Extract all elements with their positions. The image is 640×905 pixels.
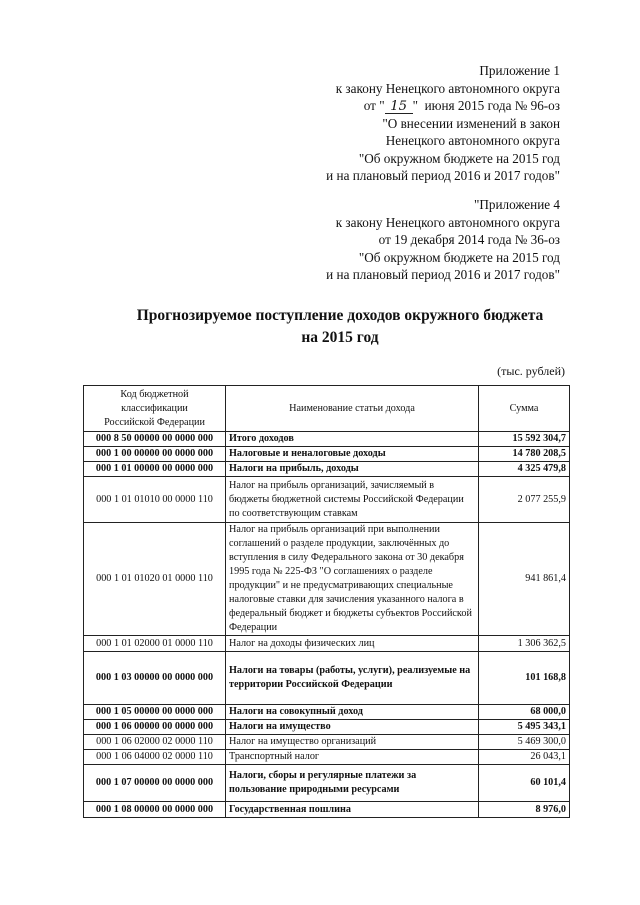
- table-row: [84, 462, 570, 477]
- table-row: [84, 705, 570, 720]
- document-title: [0, 305, 640, 349]
- cell-code: 000 1 01 01020 01 0000 110: [84, 523, 226, 636]
- table-row: [84, 720, 570, 735]
- table-row: [84, 432, 570, 447]
- table-row: [84, 477, 570, 523]
- header-line: Приложение 1: [479, 63, 560, 78]
- cell-sum: 68 000,0: [479, 705, 570, 720]
- header-line: "О внесении изменений в закон: [382, 115, 560, 131]
- cell-sum: 941 861,4: [479, 523, 570, 636]
- cell-name: Налоговые и неналоговые доходы: [226, 447, 479, 462]
- table-row: [84, 765, 570, 802]
- table-row: [84, 523, 570, 636]
- header-line: и на плановый период 2016 и 2017 годов": [326, 168, 560, 183]
- cell-code: 000 8 50 00000 00 0000 000: [84, 432, 226, 447]
- cell-name: Налоги на имущество: [226, 720, 479, 735]
- cell-sum: 5 495 343,1: [479, 720, 570, 735]
- header-line: "Приложение 4: [473, 197, 560, 212]
- table-row: [84, 447, 570, 462]
- cell-code: 000 1 05 00000 00 0000 000: [84, 705, 226, 720]
- cell-sum: 2 077 255,9: [479, 477, 570, 523]
- cell-name: Налоги на совокупный доход: [226, 705, 479, 720]
- cell-sum: 4 325 479,8: [479, 462, 570, 477]
- table-row: [84, 652, 570, 705]
- cell-code: 000 1 01 02000 01 0000 110: [84, 636, 226, 652]
- cell-sum: 15 592 304,7: [479, 432, 570, 447]
- title-line: Прогнозируемое поступление доходов окружного бюджета: [136, 307, 544, 324]
- cell-name: Государственная пошлина: [226, 802, 479, 818]
- cell-name: Налоги, сборы и регулярные платежи за пользование природными ресурсами: [226, 765, 479, 802]
- cell-code: 000 1 01 01010 00 0000 110: [84, 477, 226, 523]
- header-line: "Об окружном бюджете на 2015 год: [358, 249, 560, 265]
- cell-name: Налог на имущество организаций: [226, 735, 479, 750]
- title-line: на 2015 год: [301, 329, 379, 346]
- cell-name: Налог на прибыль организаций, зачисляемый в бюджеты бюджетной системы Российской Федерации по соответствующим ставкам: [226, 477, 479, 523]
- cell-sum: 101 168,8: [479, 652, 570, 705]
- cell-code: 000 1 08 00000 00 0000 000: [84, 802, 226, 818]
- table-row: [84, 636, 570, 652]
- column-header-name: Наименование статьи дохода: [226, 386, 479, 432]
- header-line: от 19 декабря 2014 года № 36-оз: [378, 232, 560, 247]
- cell-sum: 8 976,0: [479, 802, 570, 818]
- cell-code: 000 1 00 00000 00 0000 000: [84, 447, 226, 462]
- header-line: к закону Ненецкого автономного округа: [335, 80, 560, 96]
- handwritten-day: 15: [385, 100, 413, 114]
- date-prefix: от ": [363, 98, 385, 113]
- column-header-sum: Сумма: [479, 386, 570, 432]
- cell-name: Налоги на прибыль, доходы: [226, 462, 479, 477]
- cell-code: 000 1 01 00000 00 0000 000: [84, 462, 226, 477]
- date-suffix: " июня 2015 года № 96-оз: [412, 98, 560, 113]
- table-row: [84, 735, 570, 750]
- cell-name: Транспортный налог: [226, 750, 479, 765]
- table-row: [84, 802, 570, 818]
- revenue-table: [83, 385, 570, 818]
- cell-name: Налог на доходы физических лиц: [226, 636, 479, 652]
- table-header-row: [84, 386, 570, 432]
- cell-code: 000 1 03 00000 00 0000 000: [84, 652, 226, 705]
- cell-code: 000 1 06 04000 02 0000 110: [84, 750, 226, 765]
- cell-name: Итого доходов: [226, 432, 479, 447]
- cell-code: 000 1 06 00000 00 0000 000: [84, 720, 226, 735]
- cell-name: Налоги на товары (работы, услуги), реализуемые на территории Российской Федерации: [226, 652, 479, 705]
- header-line: "Об окружном бюджете на 2015 год: [358, 150, 560, 166]
- header-line: и на плановый период 2016 и 2017 годов": [326, 267, 560, 282]
- cell-sum: 1 306 362,5: [479, 636, 570, 652]
- header-line: к закону Ненецкого автономного округа: [335, 214, 560, 230]
- header-line-date: [326, 97, 560, 115]
- cell-name: Налог на прибыль организаций при выполнении соглашений о разделе продукции, заключённых до вступления в силу Федерального закона от 30 декабря 1995 года № 225-ФЗ "О соглашениях о разделе продукции" и не предусматривающих специальные налоговые ставки для зачисления указанного налога в федеральный бюджет и бюджеты субъектов Российской Федерации: [226, 523, 479, 636]
- appendix-4-header: [326, 196, 560, 284]
- cell-sum: 26 043,1: [479, 750, 570, 765]
- appendix-1-header: [326, 62, 560, 185]
- cell-code: 000 1 06 02000 02 0000 110: [84, 735, 226, 750]
- header-line: Ненецкого автономного округа: [385, 133, 560, 148]
- column-header-code: Код бюджетной классификации Российской Федерации: [84, 386, 226, 432]
- table-row: [84, 750, 570, 765]
- cell-sum: 60 101,4: [479, 765, 570, 802]
- cell-code: 000 1 07 00000 00 0000 000: [84, 765, 226, 802]
- cell-sum: 14 780 208,5: [479, 447, 570, 462]
- cell-sum: 5 469 300,0: [479, 735, 570, 750]
- units-label: (тыс. рублей): [497, 364, 565, 378]
